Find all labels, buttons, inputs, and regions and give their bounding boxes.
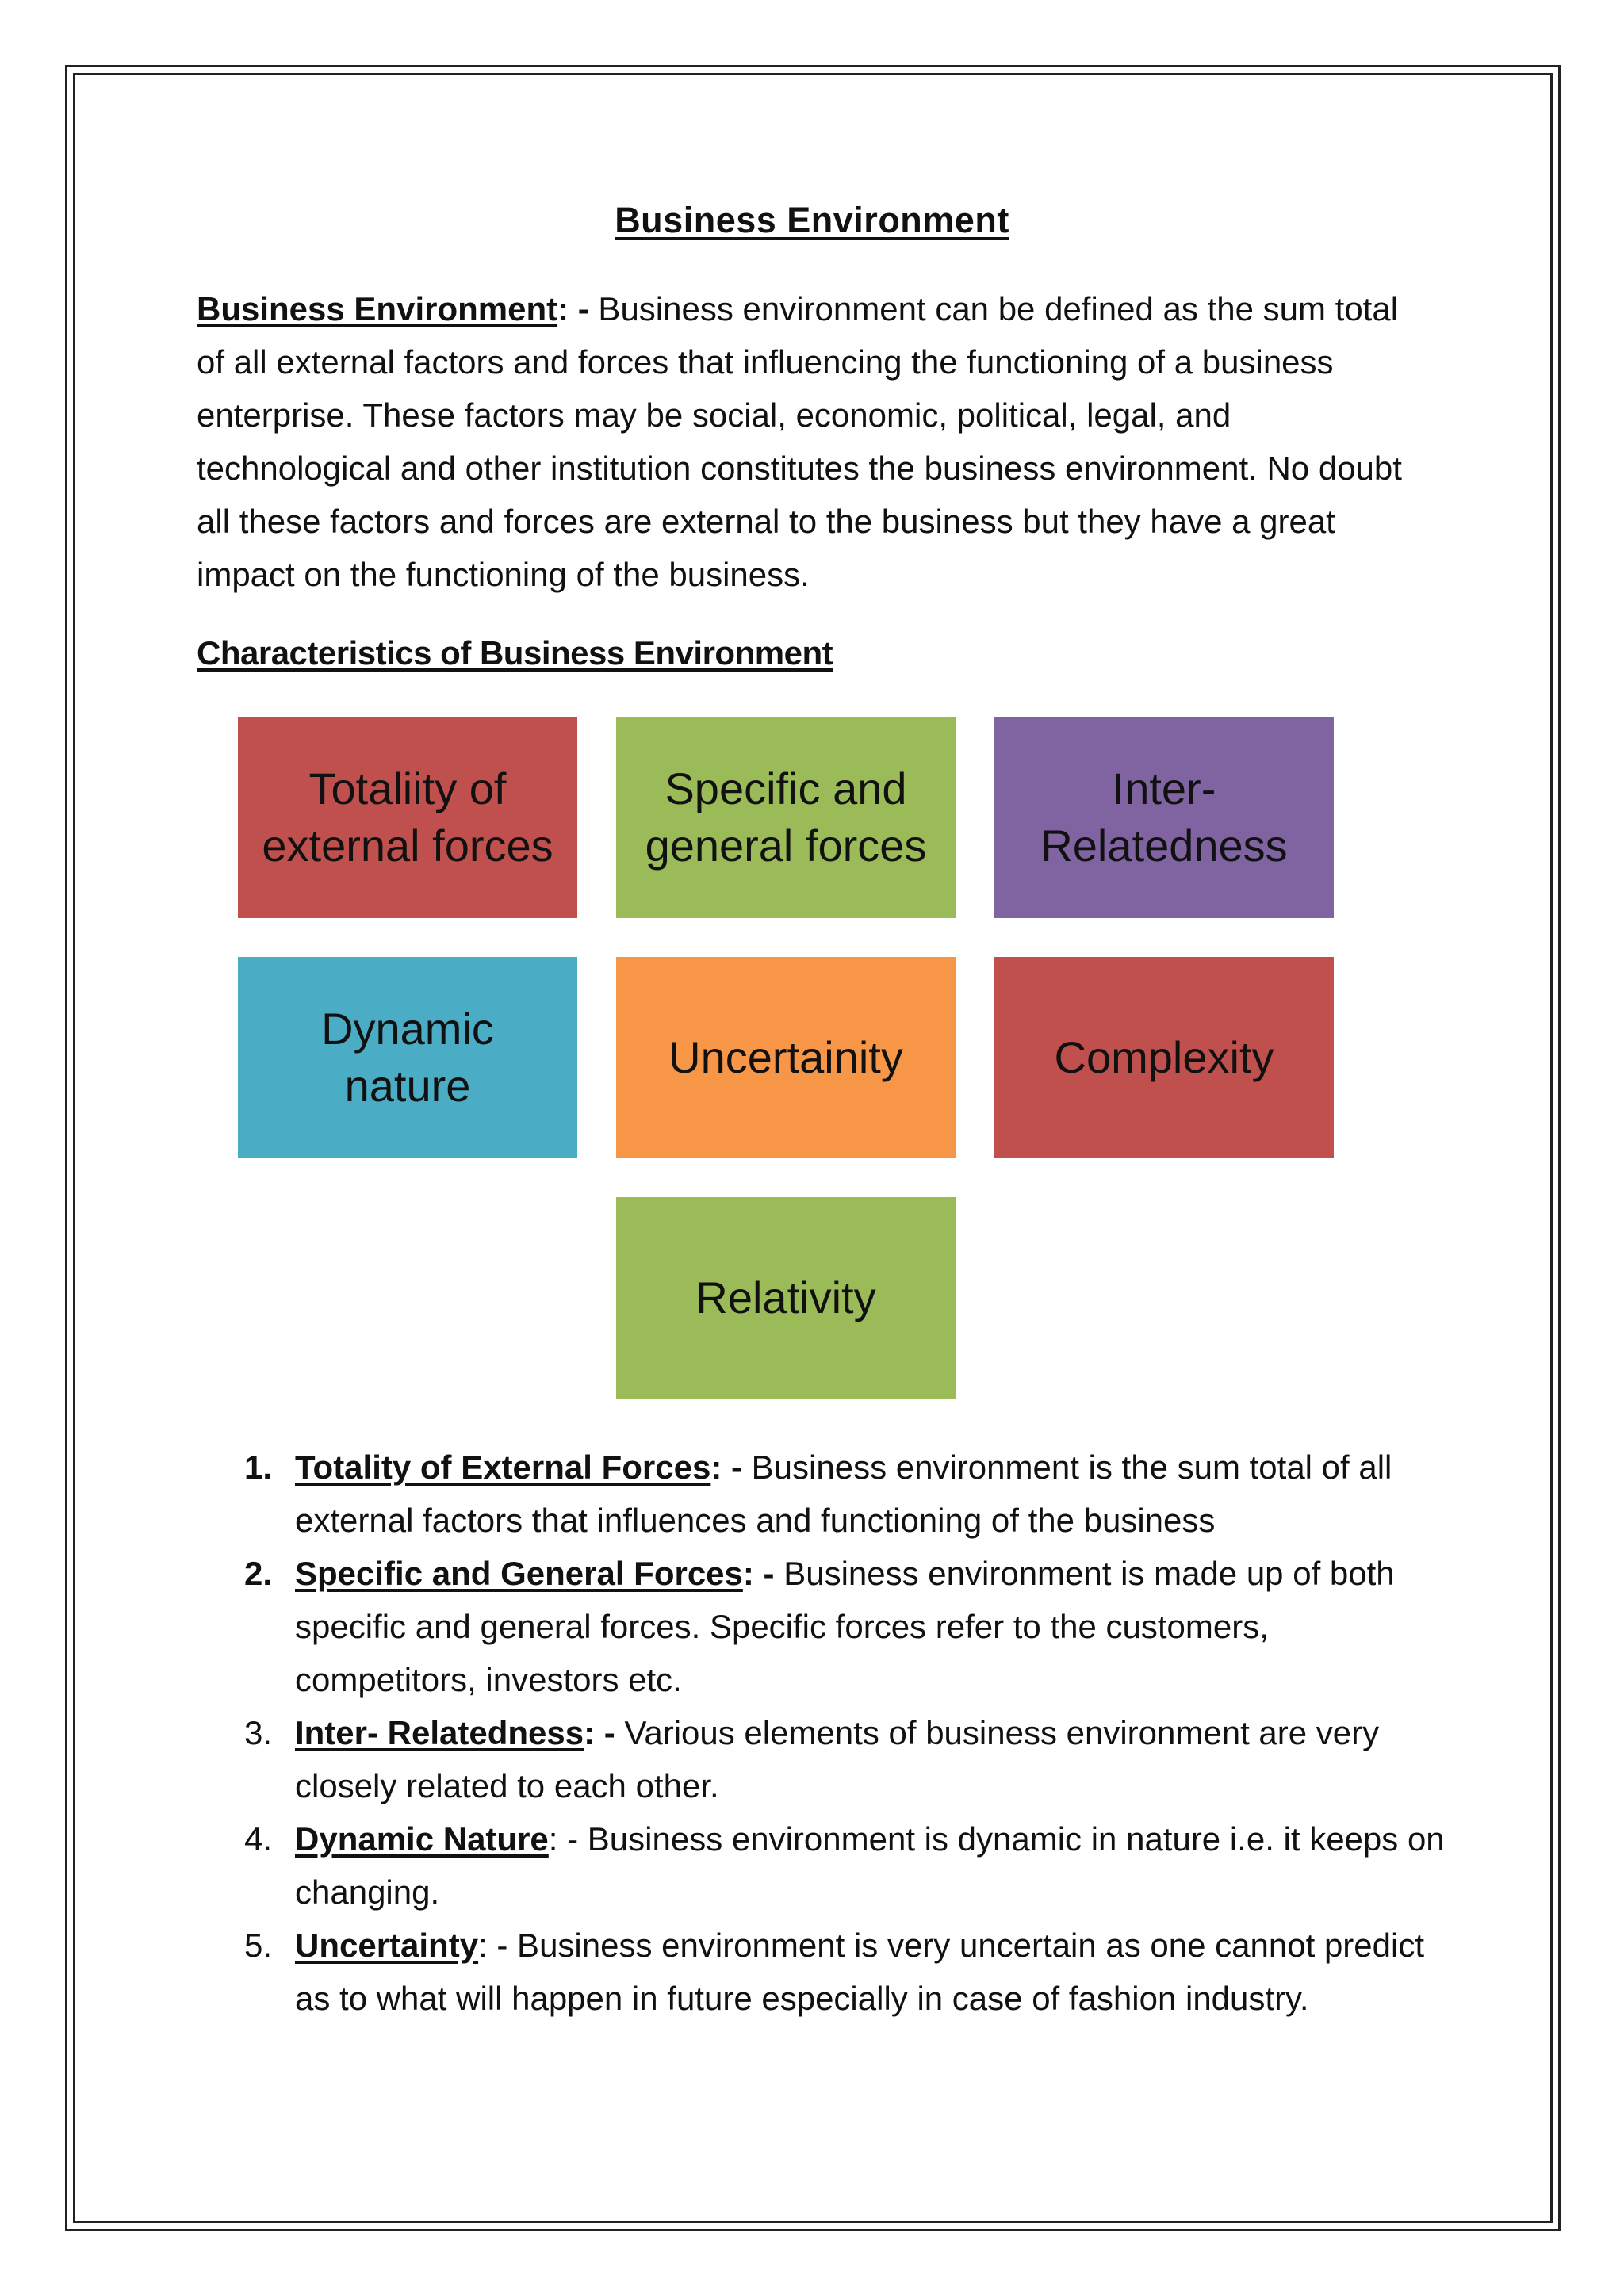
diagram-box-line: Complexity [1054, 1032, 1274, 1082]
list-item [238, 1441, 1451, 1547]
list-number: 2. [244, 1555, 273, 1592]
list-number: 3. [244, 1714, 273, 1751]
section-heading: Characteristics of Business Environment [197, 634, 833, 672]
list-text: Business environment is made up of both specific and general forces. Specific forces refer to the customers, competitors, investors etc. [295, 1555, 1395, 1698]
intro-text: Business environment can be defined as the sum total of all external factors and forces that influencing the functioning of a business enterprise. These factors may be social, economic, political, legal, and technological and other institution constitutes the business environment. No doubt all these factors and forces are external to the business but they have a great impact on the functioning of the business. [197, 290, 1402, 593]
diagram-box-line: Inter- [1112, 763, 1216, 813]
diagram-box-line: Relativity [695, 1272, 876, 1322]
list-text: Various elements of business environment are very closely related to each other. [295, 1714, 1380, 1804]
list-text: Business environment is very uncertain as one cannot predict as to what will happen in future especially in case of fashion industry. [295, 1927, 1425, 2017]
list-term: Specific and General Forces [295, 1555, 743, 1592]
list-separator: : - [742, 1555, 775, 1592]
diagram-box-line: external forces [262, 821, 553, 871]
characteristics-list [238, 1441, 1451, 2025]
diagram-box-line: Relatedness [1040, 821, 1288, 871]
list-item [238, 1812, 1451, 1919]
diagram-box-specific-general [616, 717, 956, 918]
list-separator: : - [710, 1448, 742, 1486]
list-item [238, 1706, 1451, 1812]
intro-paragraph [197, 282, 1434, 601]
list-text: Business environment is the sum total of all external factors that influences and functioning of the business [295, 1448, 1392, 1539]
list-term: Uncertainty [295, 1927, 479, 1964]
list-number: 5. [244, 1927, 273, 1964]
page-title: Business Environment [615, 200, 1009, 240]
intro-term: Business Environment [197, 290, 558, 327]
diagram-box-dynamic-nature [238, 957, 577, 1158]
diagram-box-complexity [994, 957, 1334, 1158]
diagram-box-inter-relatedness [994, 717, 1334, 918]
diagram-box-line: Totaliity of [308, 763, 507, 813]
list-number: 1. [244, 1448, 273, 1486]
list-number: 4. [244, 1820, 273, 1858]
diagram-box-relativity [616, 1197, 956, 1399]
diagram-box-line: nature [344, 1061, 471, 1111]
diagram-box-line: Specific and [665, 763, 907, 813]
list-term: Totality of External Forces [295, 1448, 711, 1486]
list-text: Business environment is dynamic in nature i.e. it keeps on changing. [295, 1820, 1445, 1911]
diagram-box-line: Uncertainity [668, 1032, 903, 1082]
diagram-box-totality [238, 717, 577, 918]
diagram-box-uncertainity [616, 957, 956, 1158]
list-item [238, 1919, 1451, 2025]
list-separator: : - [548, 1820, 579, 1858]
list-term: Inter- Relatedness [295, 1714, 584, 1751]
list-separator: : - [478, 1927, 508, 1964]
diagram-box-line: general forces [645, 821, 927, 871]
intro-separator: : - [557, 290, 589, 327]
diagram-box-line: Dynamic [321, 1004, 494, 1054]
list-item [238, 1547, 1451, 1706]
list-term: Dynamic Nature [295, 1820, 549, 1858]
list-separator: : - [584, 1714, 615, 1751]
